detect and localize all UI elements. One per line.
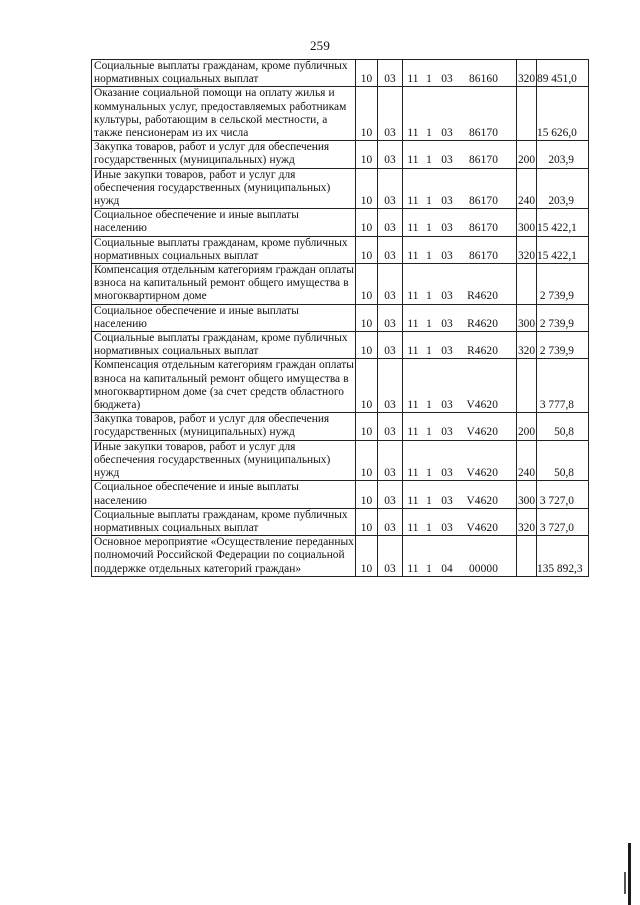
target-article-part-2: 1 — [426, 467, 432, 480]
row-target-article — [403, 536, 517, 577]
row-section-code: 10 — [356, 332, 378, 359]
row-subsection-code: 03 — [378, 209, 403, 236]
target-article-part-4: V4620 — [466, 521, 498, 534]
target-article-part-4: 86170 — [469, 154, 498, 167]
table-row — [92, 332, 589, 359]
row-description: Основное мероприятие «Осуществление переданных полномочий Российской Федерации по социальной поддержке отдельных категорий граждан» — [92, 536, 356, 577]
target-article-part-2: 1 — [426, 73, 432, 86]
table-row — [92, 304, 589, 331]
target-article-part-3: 03 — [441, 521, 453, 534]
row-amount: 3 727,0 — [537, 481, 589, 508]
target-article-part-3: 03 — [441, 249, 453, 262]
target-article-part-1: 11 — [407, 345, 419, 358]
table-row — [92, 60, 589, 87]
row-subsection-code: 03 — [378, 413, 403, 440]
row-amount: 15 626,0 — [537, 87, 589, 141]
row-expense-type-code — [517, 264, 537, 305]
target-article-part-2: 1 — [426, 317, 432, 330]
row-expense-type-code: 320 — [517, 508, 537, 535]
row-expense-type-code: 240 — [517, 168, 537, 209]
target-article-part-3: 03 — [441, 290, 453, 303]
target-article-part-4: R4620 — [467, 317, 498, 330]
target-article-part-3: 03 — [441, 127, 453, 140]
row-description: Социальные выплаты гражданам, кроме публичных нормативных социальных выплат — [92, 332, 356, 359]
target-article-part-2: 1 — [426, 127, 432, 140]
row-amount: 135 892,3 — [537, 536, 589, 577]
row-section-code: 10 — [356, 209, 378, 236]
row-target-article — [403, 60, 517, 87]
row-description: Социальное обеспечение и иные выплаты населению — [92, 481, 356, 508]
target-article-part-4: 86160 — [469, 73, 498, 86]
table-row — [92, 141, 589, 168]
budget-table-body — [92, 60, 589, 577]
table-row — [92, 440, 589, 481]
row-target-article — [403, 209, 517, 236]
row-description: Закупка товаров, работ и услуг для обеспечения государственных (муниципальных) нужд — [92, 413, 356, 440]
target-article-part-3: 03 — [441, 222, 453, 235]
table-row — [92, 168, 589, 209]
row-subsection-code: 03 — [378, 304, 403, 331]
target-article-part-4: V4620 — [466, 467, 498, 480]
row-expense-type-code — [517, 359, 537, 413]
row-target-article — [403, 332, 517, 359]
table-row — [92, 264, 589, 305]
target-article-part-1: 11 — [407, 521, 419, 534]
row-subsection-code: 03 — [378, 141, 403, 168]
row-target-article — [403, 508, 517, 535]
target-article-part-4: 86170 — [469, 127, 498, 140]
row-description: Социальное обеспечение и иные выплаты населению — [92, 209, 356, 236]
row-description: Компенсация отдельным категориям граждан оплаты взноса на капитальный ремонт общего имущества в многоквартирном доме (за счет средств областного бюджета) — [92, 359, 356, 413]
row-amount: 50,8 — [537, 413, 589, 440]
row-expense-type-code: 200 — [517, 141, 537, 168]
row-section-code: 10 — [356, 508, 378, 535]
target-article-part-3: 03 — [441, 195, 453, 208]
row-section-code: 10 — [356, 304, 378, 331]
table-row — [92, 508, 589, 535]
row-expense-type-code: 320 — [517, 332, 537, 359]
row-section-code: 10 — [356, 536, 378, 577]
target-article-part-3: 03 — [441, 73, 453, 86]
table-row — [92, 87, 589, 141]
row-expense-type-code — [517, 87, 537, 141]
row-subsection-code: 03 — [378, 440, 403, 481]
target-article-part-2: 1 — [426, 345, 432, 358]
row-target-article — [403, 264, 517, 305]
row-expense-type-code: 240 — [517, 440, 537, 481]
row-description: Социальные выплаты гражданам, кроме публичных нормативных социальных выплат — [92, 236, 356, 263]
target-article-part-4: V4620 — [466, 399, 498, 412]
target-article-part-3: 03 — [441, 317, 453, 330]
row-subsection-code: 03 — [378, 332, 403, 359]
scan-edge-mark — [628, 843, 631, 905]
row-description: Социальное обеспечение и иные выплаты населению — [92, 304, 356, 331]
row-target-article — [403, 168, 517, 209]
row-amount: 89 451,0 — [537, 60, 589, 87]
target-article-part-1: 11 — [407, 494, 419, 507]
row-target-article — [403, 481, 517, 508]
row-expense-type-code: 200 — [517, 413, 537, 440]
row-target-article — [403, 236, 517, 263]
target-article-part-4: 86170 — [469, 222, 498, 235]
table-row — [92, 536, 589, 577]
row-description: Иные закупки товаров, работ и услуг для обеспечения государственных (муниципальных) нужд — [92, 168, 356, 209]
table-row — [92, 413, 589, 440]
target-article-part-1: 11 — [407, 562, 419, 575]
target-article-part-2: 1 — [426, 154, 432, 167]
row-description: Социальные выплаты гражданам, кроме публичных нормативных социальных выплат — [92, 508, 356, 535]
target-article-part-3: 03 — [441, 345, 453, 358]
row-target-article — [403, 87, 517, 141]
target-article-part-2: 1 — [426, 562, 432, 575]
row-expense-type-code: 320 — [517, 236, 537, 263]
row-subsection-code: 03 — [378, 236, 403, 263]
row-amount: 15 422,1 — [537, 236, 589, 263]
budget-table — [91, 59, 589, 577]
target-article-part-2: 1 — [426, 521, 432, 534]
row-description: Закупка товаров, работ и услуг для обеспечения государственных (муниципальных) нужд — [92, 141, 356, 168]
row-amount: 50,8 — [537, 440, 589, 481]
target-article-part-1: 11 — [407, 222, 419, 235]
row-amount: 203,9 — [537, 141, 589, 168]
target-article-part-1: 11 — [407, 399, 419, 412]
row-section-code: 10 — [356, 60, 378, 87]
target-article-part-4: 86170 — [469, 249, 498, 262]
target-article-part-1: 11 — [407, 73, 419, 86]
row-description: Оказание социальной помощи на оплату жилья и коммунальных услуг, предоставляемых работникам культуры, работающим в сельской местности, а также пенсионерам из их числа — [92, 87, 356, 141]
target-article-part-1: 11 — [407, 426, 419, 439]
target-article-part-3: 03 — [441, 154, 453, 167]
row-section-code: 10 — [356, 236, 378, 263]
table-row — [92, 236, 589, 263]
row-description: Компенсация отдельным категориям граждан оплаты взноса на капитальный ремонт общего имущества в многоквартирном доме — [92, 264, 356, 305]
row-section-code: 10 — [356, 87, 378, 141]
row-target-article — [403, 141, 517, 168]
target-article-part-4: R4620 — [467, 290, 498, 303]
target-article-part-3: 04 — [441, 562, 453, 575]
row-amount: 2 739,9 — [537, 264, 589, 305]
row-subsection-code: 03 — [378, 87, 403, 141]
row-subsection-code: 03 — [378, 481, 403, 508]
target-article-part-1: 11 — [407, 290, 419, 303]
target-article-part-1: 11 — [407, 154, 419, 167]
target-article-part-2: 1 — [426, 195, 432, 208]
row-subsection-code: 03 — [378, 508, 403, 535]
target-article-part-1: 11 — [407, 467, 419, 480]
target-article-part-2: 1 — [426, 494, 432, 507]
row-expense-type-code: 300 — [517, 304, 537, 331]
row-subsection-code: 03 — [378, 536, 403, 577]
row-target-article — [403, 413, 517, 440]
row-target-article — [403, 440, 517, 481]
row-subsection-code: 03 — [378, 359, 403, 413]
row-subsection-code: 03 — [378, 60, 403, 87]
target-article-part-2: 1 — [426, 249, 432, 262]
row-subsection-code: 03 — [378, 168, 403, 209]
row-description: Социальные выплаты гражданам, кроме публичных нормативных социальных выплат — [92, 60, 356, 87]
target-article-part-4: 00000 — [469, 562, 498, 575]
scan-edge-mark-secondary — [624, 872, 626, 894]
table-row — [92, 359, 589, 413]
row-amount: 2 739,9 — [537, 332, 589, 359]
target-article-part-1: 11 — [407, 317, 419, 330]
target-article-part-3: 03 — [441, 426, 453, 439]
row-expense-type-code: 320 — [517, 60, 537, 87]
target-article-part-3: 03 — [441, 399, 453, 412]
table-row — [92, 209, 589, 236]
row-amount: 3 777,8 — [537, 359, 589, 413]
row-amount: 203,9 — [537, 168, 589, 209]
row-section-code: 10 — [356, 413, 378, 440]
target-article-part-2: 1 — [426, 426, 432, 439]
target-article-part-2: 1 — [426, 399, 432, 412]
row-subsection-code: 03 — [378, 264, 403, 305]
target-article-part-4: V4620 — [466, 494, 498, 507]
target-article-part-3: 03 — [441, 494, 453, 507]
row-description: Иные закупки товаров, работ и услуг для обеспечения государственных (муниципальных) нужд — [92, 440, 356, 481]
row-section-code: 10 — [356, 264, 378, 305]
target-article-part-3: 03 — [441, 467, 453, 480]
row-section-code: 10 — [356, 481, 378, 508]
row-target-article — [403, 359, 517, 413]
row-expense-type-code: 300 — [517, 481, 537, 508]
page-number: 259 — [309, 38, 331, 53]
row-expense-type-code — [517, 536, 537, 577]
target-article-part-2: 1 — [426, 290, 432, 303]
target-article-part-1: 11 — [407, 249, 419, 262]
row-amount: 15 422,1 — [537, 209, 589, 236]
row-amount: 2 739,9 — [537, 304, 589, 331]
target-article-part-2: 1 — [426, 222, 432, 235]
row-amount: 3 727,0 — [537, 508, 589, 535]
row-expense-type-code: 300 — [517, 209, 537, 236]
row-section-code: 10 — [356, 141, 378, 168]
row-target-article — [403, 304, 517, 331]
row-section-code: 10 — [356, 168, 378, 209]
target-article-part-4: V4620 — [466, 426, 498, 439]
target-article-part-1: 11 — [407, 127, 419, 140]
table-row — [92, 481, 589, 508]
row-section-code: 10 — [356, 440, 378, 481]
target-article-part-1: 11 — [407, 195, 419, 208]
target-article-part-4: 86170 — [469, 195, 498, 208]
row-section-code: 10 — [356, 359, 378, 413]
target-article-part-4: R4620 — [467, 345, 498, 358]
